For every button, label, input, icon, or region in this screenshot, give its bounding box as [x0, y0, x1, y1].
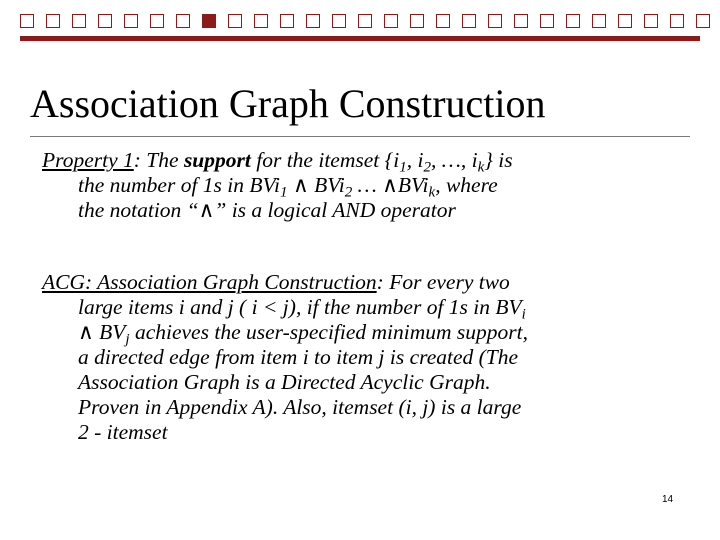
page-number: 14: [662, 494, 674, 505]
property-line-3: the notation “∧” is a logical AND operator: [78, 198, 456, 222]
text: … ∧BVi: [352, 173, 429, 197]
subscript: j: [125, 331, 130, 348]
text: , i: [406, 148, 424, 172]
property-line-1: [42, 148, 682, 176]
text: for the itemset {i: [250, 148, 400, 172]
decorative-squares: [20, 14, 720, 30]
acg-line-5: Association Graph is a Directed Acyclic Graph.: [78, 370, 491, 394]
acg-line-6: Proven in Appendix A). Also, itemset (i, j) is a large: [78, 395, 522, 419]
property-label: Property 1: [42, 148, 134, 172]
subscript: 2: [423, 159, 431, 176]
square-icon: [488, 14, 502, 28]
square-icon: [462, 14, 476, 28]
text: } is: [484, 148, 513, 172]
square-icon: [254, 14, 268, 28]
square-icon: [644, 14, 658, 28]
text: ∧ BVi: [287, 173, 345, 197]
square-icon: [124, 14, 138, 28]
square-icon: [384, 14, 398, 28]
acg-paragraph: [42, 270, 682, 445]
property-paragraph: [42, 148, 682, 223]
square-icon: [72, 14, 86, 28]
acg-line-7: 2 - itemset: [78, 420, 168, 444]
acg-line-3: [42, 320, 682, 348]
square-icon: [670, 14, 684, 28]
subscript: i: [521, 306, 526, 323]
acg-label: ACG: Association Graph Construction: [42, 270, 377, 294]
text: : The: [133, 148, 184, 172]
square-icon: [540, 14, 554, 28]
subscript: 1: [399, 159, 407, 176]
square-icon: [358, 14, 372, 28]
square-icon: [592, 14, 606, 28]
text: : For every two: [376, 270, 510, 294]
text: , where: [435, 173, 498, 197]
square-icon: [46, 14, 60, 28]
support-term: support: [183, 148, 251, 172]
acg-line-4: a directed edge from item i to item j is created (The: [78, 345, 519, 369]
text: , …, i: [430, 148, 478, 172]
square-icon: [20, 14, 34, 28]
square-icon: [696, 14, 710, 28]
square-icon: [98, 14, 112, 28]
subscript: 1: [280, 184, 288, 201]
text: ∧ BV: [78, 320, 126, 344]
square-icon: [228, 14, 242, 28]
text: the number of 1s in BVi: [78, 173, 281, 197]
square-icon: [332, 14, 346, 28]
square-icon: [176, 14, 190, 28]
square-icon: [150, 14, 164, 28]
subscript: 2: [344, 184, 353, 201]
text: large items i and j ( i < j), if the number of 1s in BV: [78, 295, 522, 319]
subscript: k: [477, 159, 485, 176]
square-icon: [514, 14, 528, 28]
square-icon: [436, 14, 450, 28]
property-line-2: [42, 173, 682, 201]
text: achieves the user-specified minimum support,: [129, 320, 529, 344]
square-icon: [280, 14, 294, 28]
square-icon: [618, 14, 632, 28]
slide-title: Association Graph Construction: [30, 81, 546, 126]
square-icon: [306, 14, 320, 28]
acg-line-2: [42, 295, 682, 323]
acg-line-1: [42, 270, 682, 295]
title-divider: [30, 136, 690, 137]
header-rule: [20, 36, 700, 41]
filled-square-icon: [202, 14, 216, 28]
square-icon: [410, 14, 424, 28]
square-icon: [566, 14, 580, 28]
subscript: k: [428, 184, 436, 201]
